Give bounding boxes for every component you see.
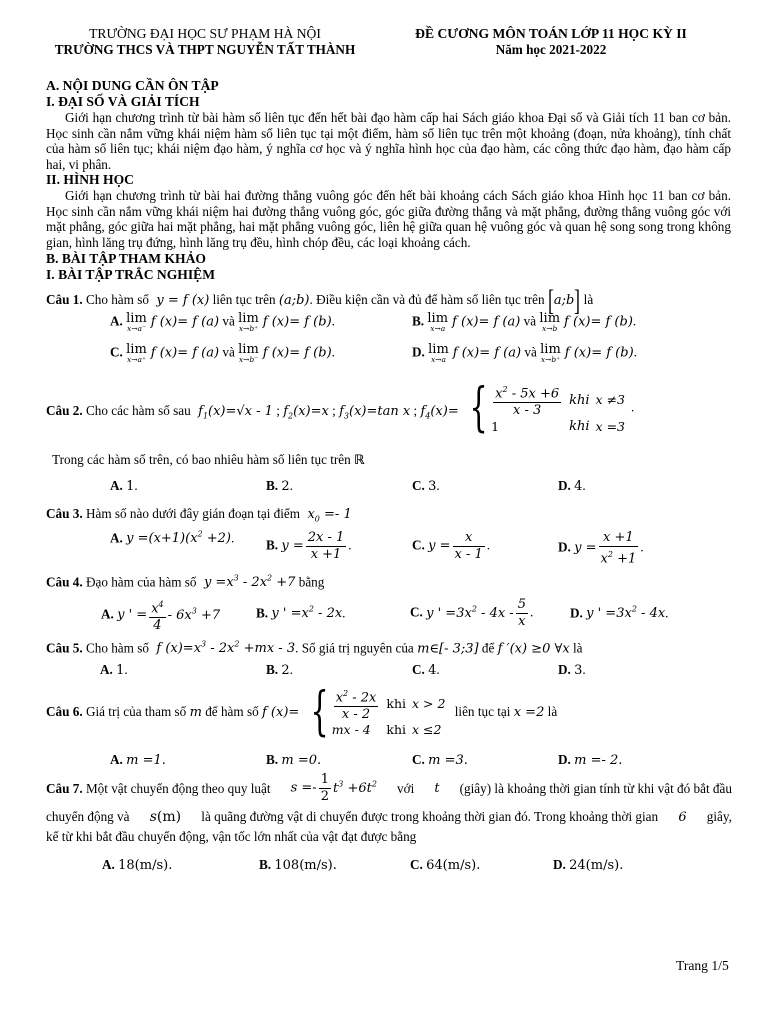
question-number: Câu 2.	[46, 403, 83, 419]
university-name: TRƯỜNG ĐẠI HỌC SƯ PHẠM HÀ NỘI	[89, 26, 321, 41]
q6-option-c[interactable]: C. m =3.	[412, 752, 468, 768]
q4-option-c[interactable]: C. y ' $=3x^2 - 4x$ - $\frac{5}{x}$ .	[410, 597, 534, 629]
q2-option-a[interactable]: A. 1.	[110, 478, 138, 494]
section-algebra-title: I. ĐẠI SỐ VÀ GIẢI TÍCH	[46, 94, 200, 109]
q1-option-b[interactable]: B. lim x→a f (x)= f (a) và lim x→b f (x)= f (b).	[412, 311, 637, 333]
q2-option-b[interactable]: B. 2.	[266, 478, 293, 494]
q6-option-a[interactable]: A. m =1.	[110, 752, 166, 768]
question-5: Câu 5. Cho hàm số f $(x)=x^3 - 2x^2 +mx - 3$. Số giá trị nguyên của m∈[- 3;3] để f ′(x) ≥0 ∀x là	[46, 640, 583, 657]
q6-option-d[interactable]: D. m =- 2.	[558, 752, 623, 768]
multiple-choice-title: I. BÀI TẬP TRẮC NGHIỆM	[46, 266, 216, 282]
document-title: ĐỀ CƯƠNG MÔN TOÁN LỚP 11 HỌC KỲ II	[415, 26, 687, 41]
q4-option-a[interactable]: A. y ' = $\frac{x^4}{4}$ - $6x^3 +7$	[101, 597, 220, 634]
question-1: Câu 1. Cho hàm số y = f (x) liên tục trên (a;b). Điều kiện cần và đủ để hàm số liên tục trên [a;b] là	[46, 284, 594, 317]
question-number: Câu 1.	[46, 292, 83, 308]
part-a-title: A. NỘI DUNG CẦN ÔN TẬP	[46, 78, 219, 93]
question-number: Câu 6.	[46, 703, 83, 719]
q3-option-c[interactable]: C. y = $\frac{x}{x - 1}$ .	[412, 530, 491, 562]
question-2: Câu 2. Cho các hàm số sau $f_1(x)=√x - 1$ ; $f_2(x)=x$ ; $f_3(x)=\tan$ x ; $f_4(x)=$ { $\frac{x^2 - 5x +6}{x - 3}$ khi x ≠3 1 khi x =3 .	[46, 378, 635, 439]
question-number: Câu 4.	[46, 574, 83, 590]
q3-option-d[interactable]: D. y = $\frac{x +1}{x^2 +1}$ .	[558, 530, 644, 567]
question-number: Câu 5.	[46, 640, 83, 656]
school-name: TRƯỜNG THCS VÀ THPT NGUYỄN TẤT THÀNH	[54, 42, 356, 58]
q1-option-d[interactable]: D. lim x→a f (x)= f (a) và lim x→b⁺ f (x)= f (b).	[412, 342, 637, 364]
q7-option-d[interactable]: D. 24(m/s).	[553, 857, 624, 873]
school-header	[40, 26, 370, 58]
q5-option-c[interactable]: C. 4.	[412, 662, 440, 678]
q7-option-a[interactable]: A. 18(m/s).	[102, 857, 173, 873]
q7-option-b[interactable]: B. 108(m/s).	[259, 857, 337, 873]
section-geometry-text: Giới hạn chương trình từ bài hai đường thẳng vuông góc đến hết bài khoảng cách Sách giáo khoa Hình học 11 ban cơ bản. Học sinh cần nắm vững khái niệm hai đường thẳng vuông góc, góc giữa đường thẳng và mặt phẳng, đường thẳng vuông góc với mặt phẳng, góc giữa hai mặt phẳng, hai mặt phẳng vuông góc, liên hệ giữa quan hệ vuông góc và quan hệ song song trong không gian, hình lăng trụ đứng, hình lăng trụ đều, hình chóp đều, các loại khoảng cách.	[46, 188, 731, 251]
section-algebra-text: Giới hạn chương trình từ bài hàm số liên tục đến hết bài đạo hàm cấp hai Sách giáo khoa Đại số và Giải tích 11 ban cơ bản. Học sinh cần nắm vững khái niệm hàm số liên tục tại một điểm, hàm số liên tục trên một khoảng (đoạn, nửa khoảng), tính chất của hàm số liên tục; khái niệm đạo hàm, ý nghĩa cơ học và ý nghĩa hình học của đạo hàm, các công thức đạo hàm, đạo hàm cấp hai, vi phân.	[46, 110, 731, 172]
q3-option-a[interactable]: A. $y =(x+1)(x^2 +2)$.	[110, 530, 235, 547]
part-a	[46, 78, 731, 283]
q5-option-b[interactable]: B. 2.	[266, 662, 293, 678]
q5-option-d[interactable]: D. 3.	[558, 662, 586, 678]
q7-option-c[interactable]: C. 64(m/s).	[410, 857, 481, 873]
q6-option-b[interactable]: B. m =0.	[266, 752, 322, 768]
q4-option-d[interactable]: D. y ' $=3x^2 - 4x$.	[570, 605, 669, 622]
question-4: Câu 4. Đạo hàm của hàm số $y =x^3 - 2x^2 +7$ bằng	[46, 574, 325, 591]
question-number: Câu 3.	[46, 506, 83, 521]
question-2-prompt: Trong các hàm số trên, có bao nhiêu hàm số liên tục trên ℝ	[52, 452, 365, 468]
question-7: Câu 7. Một vật chuyển động theo quy luật s =- $\frac{1}{2}$ $t^3 +6t^2$ với t (giây) là khoảng thời gian tính từ khi vật đó bắt đầu chuyển động và s(m) là quãng đường vật di chuyển được trong khoảng thời gian đó. Trong khoảng thời gian 6 giây, kể từ khi bắt đầu chuyển động, vận tốc lớn nhất của vật đạt được bằng	[46, 772, 732, 844]
q2-option-c[interactable]: C. 3.	[412, 478, 440, 494]
question-number: Câu 7.	[46, 780, 83, 796]
q1-option-a[interactable]: A. lim x→a⁻ f (x)= f (a) và lim x→b⁺ f (x)= f (b).	[110, 311, 335, 333]
q2-option-d[interactable]: D. 4.	[558, 478, 586, 494]
document-title-block	[392, 26, 710, 58]
q1-option-c[interactable]: C. lim x→a⁺ f (x)= f (a) và lim x→b⁻ f (x)= f (b).	[110, 342, 335, 364]
piecewise-function: { $\frac{x^2 - 2x}{x - 2}$ khi x > 2 mx - 4 khi x ≤2	[310, 682, 446, 743]
piecewise-function: { $\frac{x^2 - 5x +6}{x - 3}$ khi x ≠3 1 khi x =3	[469, 378, 625, 439]
question-3: Câu 3. Hàm số nào dưới đây gián đoạn tại điểm $x_0 =- 1$	[46, 506, 352, 524]
part-b-title: B. BÀI TẬP THAM KHẢO	[46, 250, 207, 266]
q4-option-b[interactable]: B. y ' $=x^2 - 2x$.	[256, 605, 346, 622]
question-6: Câu 6. Giá trị của tham số m để hàm số f (x)= { $\frac{x^2 - 2x}{x - 2}$ khi x > 2 mx - 4 khi x ≤2 liên tục tại x =2 là	[46, 682, 558, 743]
q5-option-a[interactable]: A. 1.	[100, 662, 128, 678]
section-geometry-title: II. HÌNH HỌC	[46, 172, 134, 188]
school-year: Năm học 2021-2022	[495, 42, 607, 58]
page-number: Trang 1/5	[676, 958, 729, 973]
q3-option-b[interactable]: B. y = $\frac{2x - 1}{x +1}$ .	[266, 530, 352, 562]
